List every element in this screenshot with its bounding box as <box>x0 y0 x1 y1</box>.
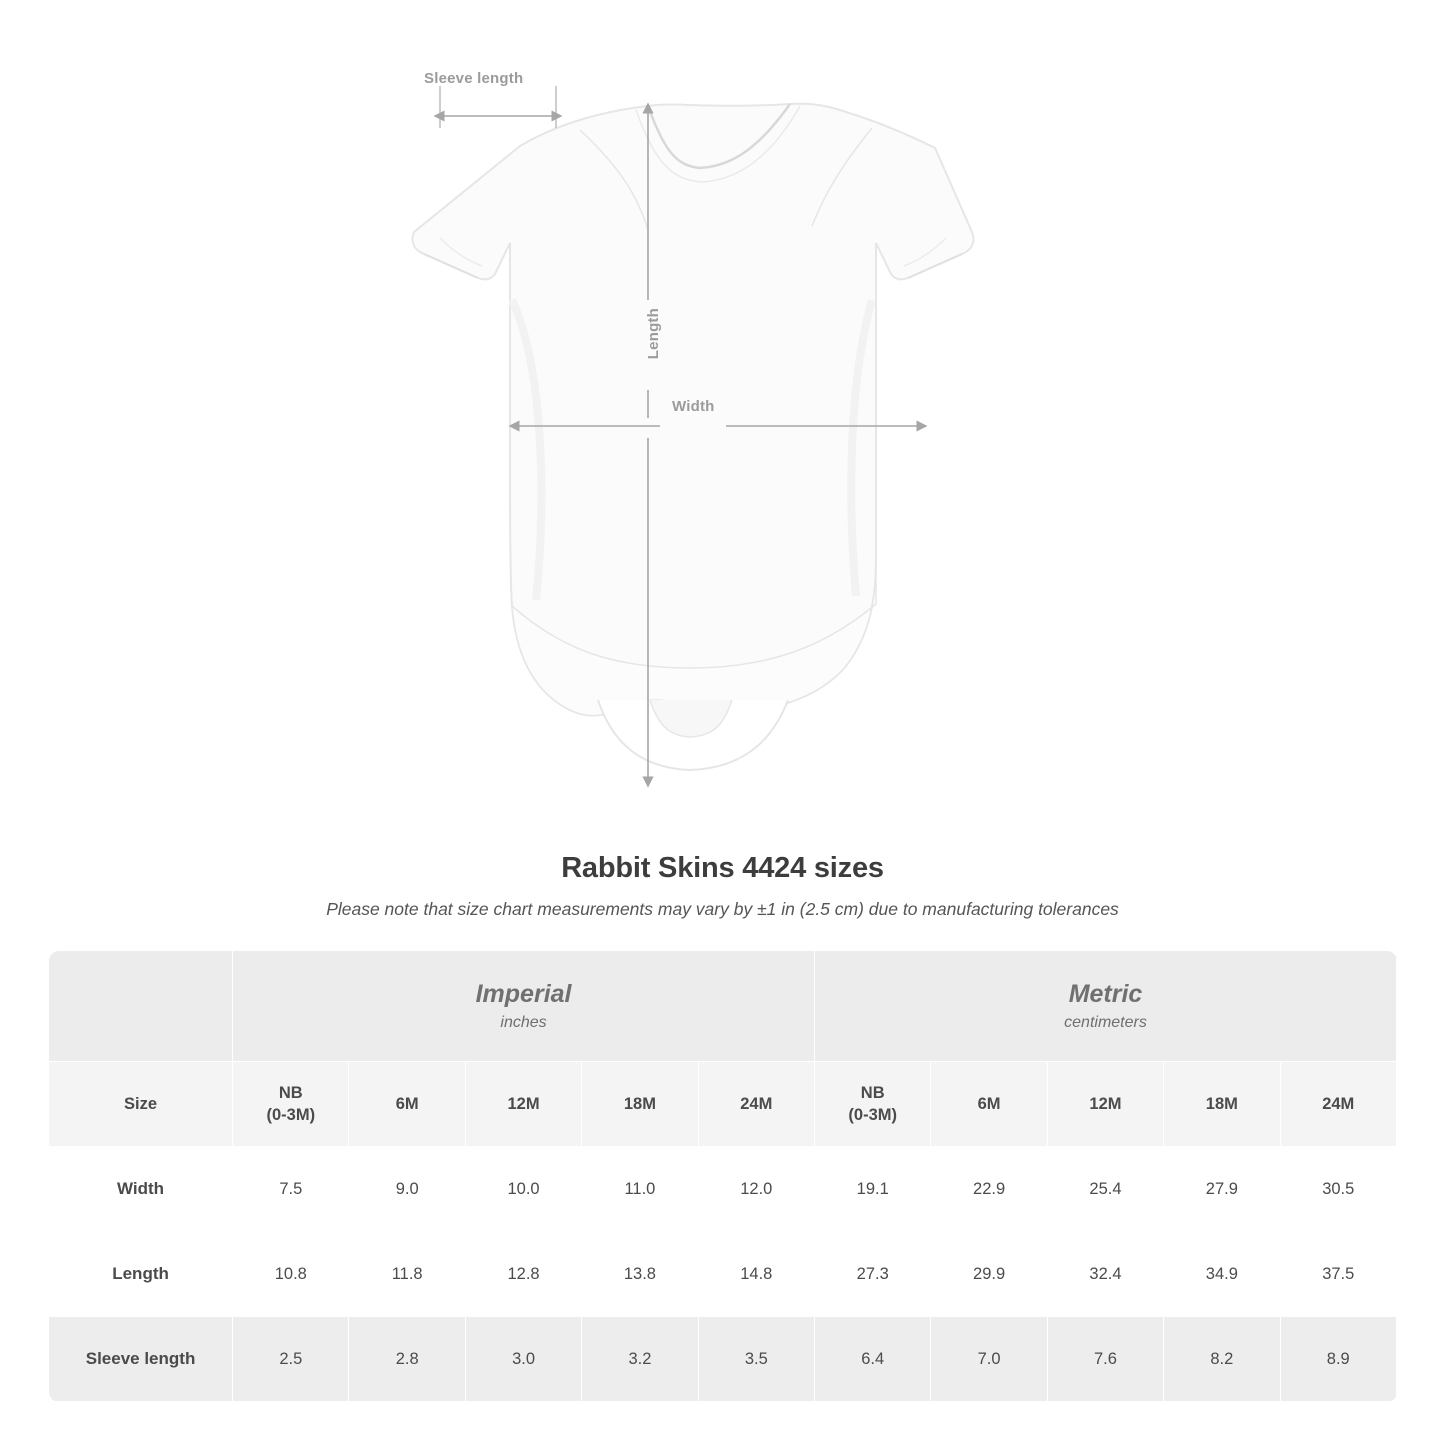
table-cell: 2.8 <box>349 1317 465 1402</box>
title-block <box>0 852 1445 920</box>
table-cell: 12.8 <box>465 1232 581 1317</box>
table-cell: 22.9 <box>931 1147 1047 1232</box>
size-table <box>48 950 1397 1402</box>
table-cell: 32.4 <box>1047 1232 1163 1317</box>
table-row <box>49 1317 1397 1402</box>
table-cell: 10.0 <box>465 1147 581 1232</box>
size-header-cell: 6M <box>931 1062 1047 1147</box>
unit-group-imperial-name: Imperial <box>475 979 572 1008</box>
page-title: Rabbit Skins 4424 sizes <box>561 852 884 884</box>
size-header-label: Size <box>49 1062 233 1147</box>
size-header-cell: NB (0-3M) <box>233 1062 349 1147</box>
table-cell: 11.8 <box>349 1232 465 1317</box>
size-table-wrap <box>48 950 1397 1402</box>
table-cell: 7.5 <box>233 1147 349 1232</box>
table-cell: 9.0 <box>349 1147 465 1232</box>
size-header-cell: 12M <box>465 1062 581 1147</box>
unit-group-imperial-sub: inches <box>500 1014 547 1032</box>
table-cell: 3.5 <box>698 1317 814 1402</box>
table-cell: 27.9 <box>1164 1147 1280 1232</box>
table-cell: 7.0 <box>931 1317 1047 1402</box>
unit-group-imperial <box>233 951 815 1062</box>
table-corner-cell <box>49 951 233 1062</box>
table-cell: 19.1 <box>815 1147 931 1232</box>
size-header-cell: NB (0-3M) <box>815 1062 931 1147</box>
unit-group-metric <box>815 951 1397 1062</box>
table-cell: 8.9 <box>1280 1317 1396 1402</box>
width-dimension-label: Width <box>672 398 715 415</box>
table-cell: 8.2 <box>1164 1317 1280 1402</box>
size-header-cell: 24M <box>698 1062 814 1147</box>
table-row <box>49 1147 1397 1232</box>
table-cell: 2.5 <box>233 1317 349 1402</box>
table-cell: 11.0 <box>582 1147 698 1232</box>
size-header-cell: 12M <box>1047 1062 1163 1147</box>
length-dimension-label: Length <box>645 308 662 360</box>
unit-group-metric-sub: centimeters <box>1064 1014 1147 1032</box>
table-cell: 7.6 <box>1047 1317 1163 1402</box>
unit-header-row <box>49 951 1397 1062</box>
unit-group-metric-name: Metric <box>1068 979 1143 1008</box>
row-label-sleeve-length: Sleeve length <box>49 1317 233 1402</box>
size-header-cell: 6M <box>349 1062 465 1147</box>
row-label-length: Length <box>49 1232 233 1317</box>
sleeve-length-dimension-label: Sleeve length <box>424 70 524 87</box>
table-cell: 25.4 <box>1047 1147 1163 1232</box>
table-cell: 27.3 <box>815 1232 931 1317</box>
size-header-row <box>49 1062 1397 1147</box>
table-row <box>49 1232 1397 1317</box>
table-cell: 3.0 <box>465 1317 581 1402</box>
table-cell: 29.9 <box>931 1232 1047 1317</box>
table-cell: 30.5 <box>1280 1147 1396 1232</box>
table-cell: 12.0 <box>698 1147 814 1232</box>
table-cell: 6.4 <box>815 1317 931 1402</box>
table-cell: 10.8 <box>233 1232 349 1317</box>
table-cell: 3.2 <box>582 1317 698 1402</box>
table-cell: 13.8 <box>582 1232 698 1317</box>
tolerance-note: Please note that size chart measurements may vary by ±1 in (2.5 cm) due to manufacturing tolerances <box>326 899 1119 919</box>
row-label-width: Width <box>49 1147 233 1232</box>
table-cell: 37.5 <box>1280 1232 1396 1317</box>
size-header-cell: 24M <box>1280 1062 1396 1147</box>
size-header-cell: 18M <box>1164 1062 1280 1147</box>
table-cell: 14.8 <box>698 1232 814 1317</box>
table-cell: 34.9 <box>1164 1232 1280 1317</box>
size-header-cell: 18M <box>582 1062 698 1147</box>
